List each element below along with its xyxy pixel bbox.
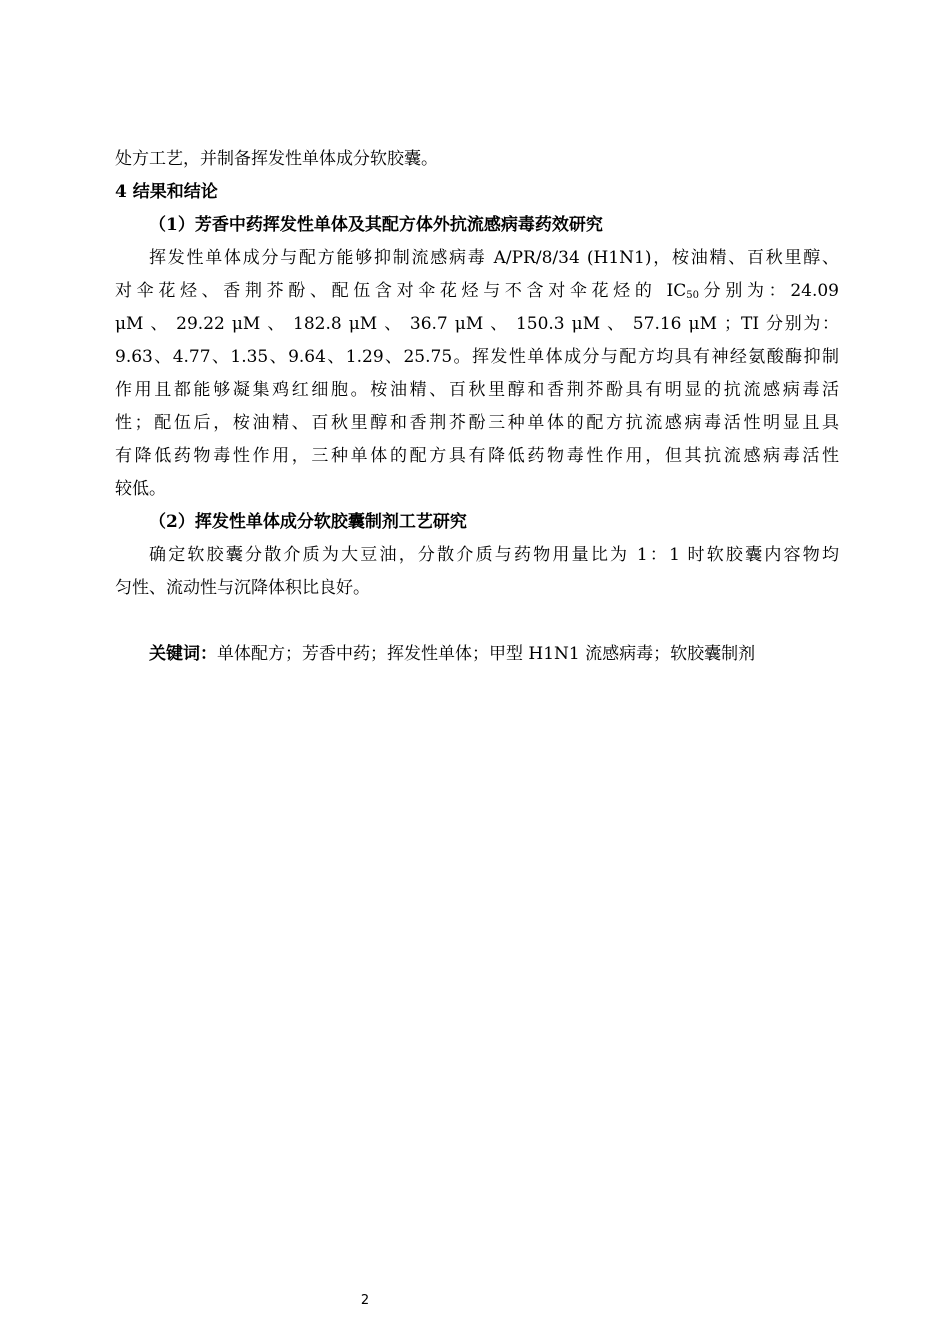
paragraph-line: 9.63、4.77、1.35、9.64、1.29、25.75。挥发性单体成分与配方均具有神经氨酸酶抑制: [115, 347, 839, 367]
paragraph-line: 有降低药物毒性作用，三种单体的配方具有降低药物毒性作用，但其抗流感病毒活性: [115, 446, 839, 466]
paragraph-line: 挥发性单体成分与配方能够抑制流感病毒 A/PR/8/34 (H1N1)，桉油精、百秋里醇、: [149, 248, 839, 268]
continued-text-line: 处方工艺，并制备挥发性单体成分软胶囊。: [115, 149, 438, 169]
keywords-line: [115, 638, 839, 671]
page-number: 2: [360, 1293, 370, 1308]
spacer: [115, 605, 839, 638]
document-body: [115, 143, 839, 671]
paragraph-line: 较低。: [115, 479, 166, 499]
section-heading: 4 结果和结论: [115, 182, 218, 202]
paragraph-line: μM 、 29.22 μM 、 182.8 μM 、 36.7 μM 、 150.3 μM 、 57.16 μM ；TI 分别为：: [115, 314, 839, 334]
ic50-text-after: 分别为：24.09: [699, 281, 839, 301]
keywords-label: 关键词：: [149, 644, 217, 664]
paragraph-line-ic50: [115, 275, 839, 308]
results-paragraph-2: [115, 539, 839, 605]
ic50-text-before: 对伞花烃、香荆芥酚、配伍含对伞花烃与不含对伞花烃的 IC: [115, 281, 687, 301]
paragraph-line: 确定软胶囊分散介质为大豆油，分散介质与药物用量比为 1：1 时软胶囊内容物均: [149, 545, 839, 565]
paragraph-line: 性；配伍后，桉油精、百秋里醇和香荆芥酚三种单体的配方抗流感病毒活性明显且具: [115, 413, 839, 433]
paragraph-line: 作用且都能够凝集鸡红细胞。桉油精、百秋里醇和香荆芥酚具有明显的抗流感病毒活: [115, 380, 839, 400]
results-paragraph-1: [115, 242, 839, 506]
subsection-heading-2: （2）挥发性单体成分软胶囊制剂工艺研究: [149, 512, 467, 532]
subsection-heading-1: （1）芳香中药挥发性单体及其配方体外抗流感病毒药效研究: [149, 215, 603, 235]
ic50-subscript: 50: [686, 290, 700, 301]
paragraph-line: 匀性、流动性与沉降体积比良好。: [115, 578, 370, 598]
keywords-text: 单体配方；芳香中药；挥发性单体；甲型 H1N1 流感病毒；软胶囊制剂: [217, 644, 756, 664]
